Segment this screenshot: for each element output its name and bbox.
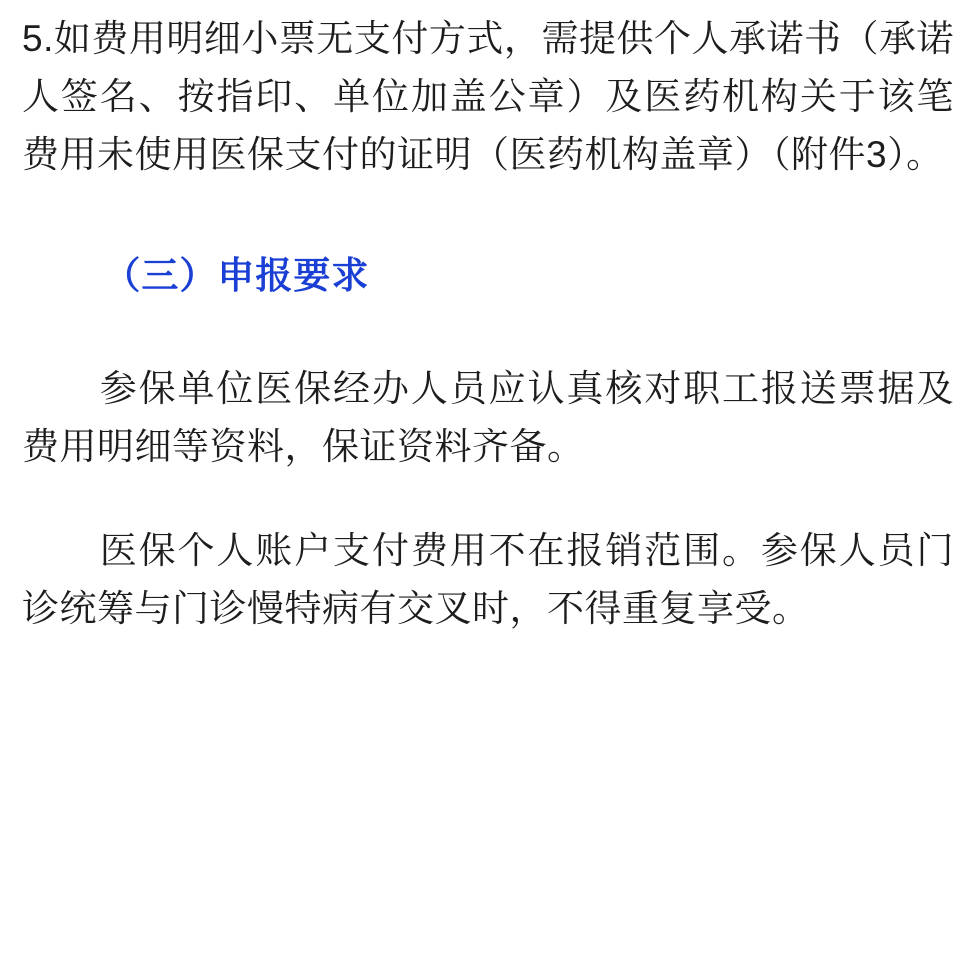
numbered-item-5: 5.如费用明细小票无支付方式，需提供个人承诺书（承诺人签名、按指印、单位加盖公章）及医药机构关于该笔费用未使用医保支付的证明（医药机构盖章）（附件3）。 xyxy=(22,18,954,176)
paragraph-material-check: 参保单位医保经办人员应认真核对职工报送票据及费用明细等资料，保证资料齐备。 xyxy=(22,367,954,467)
section-heading-declaration-requirements: （三）申报要求 xyxy=(103,255,370,297)
block-spacer xyxy=(22,304,954,360)
block-spacer xyxy=(22,476,954,522)
paragraph-reimbursement-scope: 医保个人账户支付费用不在报销范围。参保人员门诊统筹与门诊慢特病有交叉时，不得重复享受。 xyxy=(22,529,954,629)
block-spacer xyxy=(22,184,954,248)
